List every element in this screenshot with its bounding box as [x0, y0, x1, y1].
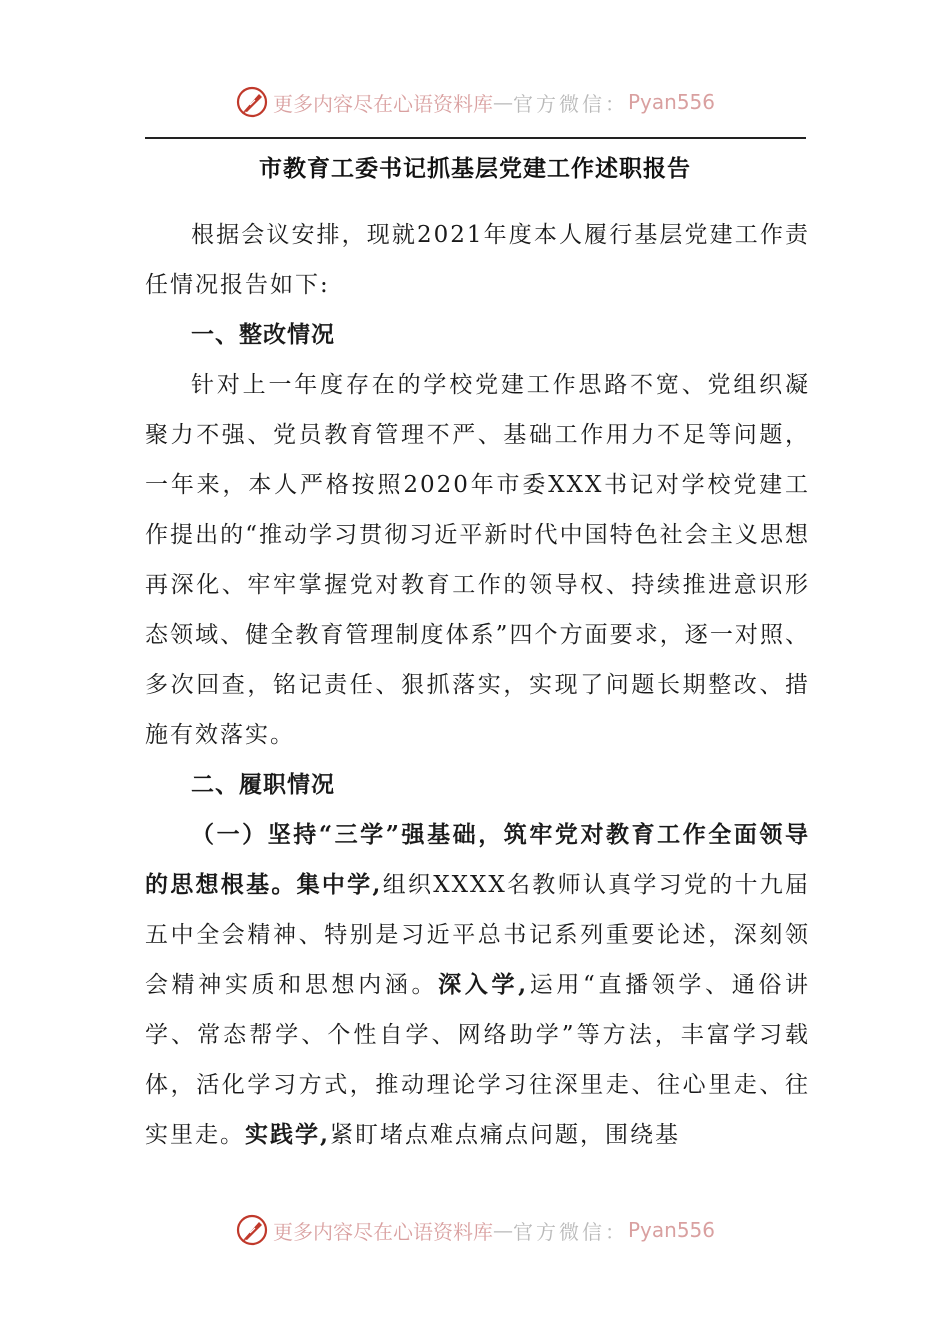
watermark-site-text: 更多内容尽在心语资料库 — [272, 91, 493, 116]
watermark-dash: — — [492, 1218, 513, 1242]
item-1-paragraph — [145, 810, 810, 1160]
item-1-keyword-2: 深入学, — [438, 971, 529, 998]
item-1-text-2: 运用“直播领学、通俗讲学、常态帮学、个性自学、网络助学”等方法，丰富学习载体，活化学习方式，推动理论学习往深里走、往心里走、往实里走。 — [145, 972, 811, 1148]
watermark-wechat-id: Pyan556 — [627, 90, 715, 114]
section-heading-1: 一、整改情况 — [191, 321, 335, 348]
item-1-text-3: 紧盯堵点难点痛点问题，围绕基 — [330, 1122, 681, 1148]
document-body — [145, 210, 810, 1160]
watermark-site-text: 更多内容尽在心语资料库 — [272, 1219, 493, 1244]
section-1-paragraph: 针对上一年度存在的学校党建工作思路不宽、党组织凝聚力不强、党员教育管理不严、基础工作用力不足等问题，一年来，本人严格按照2020年市委XXX书记对学校党建工作提出的“推动学习贯彻习近平新时代中国特色社会主义思想再深化、牢牢掌握党对教育工作的领导权、持续推进意识形态领域、健全教育管理制度体系”四个方面要求，逐一对照、多次回查，铭记责任、狠抓落实，实现了问题长期整改、措施有效落实。 — [145, 372, 810, 748]
header-divider — [145, 137, 806, 139]
quill-pen-circle-logo — [235, 1213, 269, 1247]
watermark-banner-bottom — [0, 1210, 950, 1250]
document-title: 市教育工委书记抓基层党建工作述职报告 — [259, 155, 691, 182]
watermark-banner-top — [0, 82, 950, 122]
watermark-label: 官方微信： — [512, 1219, 628, 1244]
watermark-label: 官方微信： — [512, 91, 628, 116]
watermark-dash: — — [492, 90, 513, 114]
item-1-keyword-1: 集中学, — [296, 871, 383, 898]
intro-paragraph: 根据会议安排，现就2021年度本人履行基层党建工作责任情况报告如下: — [145, 222, 810, 298]
watermark-wechat-id: Pyan556 — [627, 1218, 715, 1242]
item-1-keyword-3: 实践学, — [245, 1121, 331, 1148]
item-1-text-1: 组织XXXX名教师认真学习党的十九届五中全会精神、特别是习近平总书记系列重要论述，深刻领会精神实质和思想内涵。 — [145, 872, 811, 998]
quill-pen-circle-logo — [235, 85, 269, 119]
item-1-lead: （一）坚持“三学”强基础，筑牢党对教育工作全面领导的思想根基。 — [145, 821, 810, 898]
section-heading-2: 二、履职情况 — [191, 771, 335, 798]
